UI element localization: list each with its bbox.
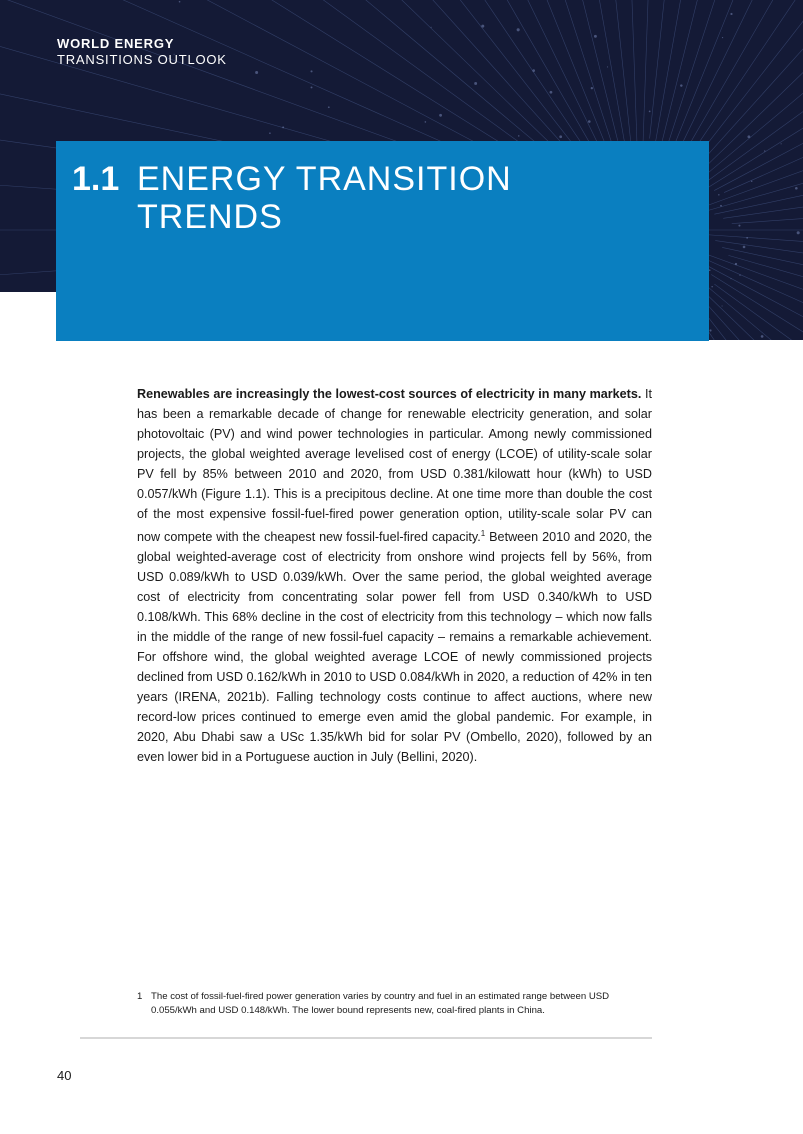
pattern-dot — [439, 114, 442, 117]
pattern-dot — [746, 237, 748, 239]
pattern-dot — [179, 1, 181, 3]
pattern-dot — [311, 86, 313, 88]
pattern-ray — [696, 0, 803, 168]
section-title — [137, 160, 512, 236]
pattern-ray — [714, 84, 803, 214]
pattern-dot — [743, 246, 746, 249]
section-title-line-2: TRENDS — [137, 198, 283, 236]
pattern-ray — [663, 0, 803, 158]
paragraph-part-b: Between 2010 and 2020, the global weighted-average cost of electricity from onshore wind projects fell by 56%, from USD 0.089/kWh to USD 0.039/kWh. Over the same period, the global weighted average cost of electricity from concentrating solar power fell from USD 0.340/kWh to USD 0.108/kWh. This 68% decline in the cost of electricity from this technology – which now falls in the middle of the range of new fossil-fuel capacity – remains a remarkable achievement. For offshore wind, the global weighted average LCOE of newly commissioned projects declined from USD 0.162/kWh in 2010 to USD 0.084/kWh in 2020, a reduction of 42% in ten years (IRENA, 2021b). Falling technology costs continue to affect auctions, where new record-low prices continued to emerge even amid the global pandemic. For example, in 2020, Abu Dhabi saw a USc 1.35/kWh bid for solar PV (Ombello, 2020), followed by an even lower bid in a Portuguese auction in July (Bellini, 2020). — [137, 530, 652, 765]
pattern-dot — [730, 278, 731, 279]
pattern-dot — [709, 329, 711, 331]
pattern-dot — [781, 143, 782, 144]
pattern-ray — [714, 284, 803, 340]
pattern-dot — [310, 70, 312, 72]
pattern-dot — [797, 231, 800, 234]
pattern-dot — [282, 126, 284, 128]
pattern-dot — [518, 135, 520, 137]
pattern-dot — [591, 87, 593, 89]
pattern-dot — [761, 335, 764, 338]
pattern-dot — [751, 181, 752, 182]
pattern-dot — [255, 71, 258, 74]
pattern-ray — [656, 0, 803, 164]
pattern-dot — [649, 111, 651, 113]
pattern-dot — [550, 91, 553, 94]
pattern-dot — [730, 13, 732, 15]
pattern-dot — [722, 306, 723, 307]
publication-brand — [57, 36, 227, 68]
pattern-dot — [588, 120, 591, 123]
lead-sentence: Renewables are increasingly the lowest-cost sources of electricity in many markets. — [137, 387, 642, 401]
pattern-dot — [431, 27, 432, 28]
footnote-marker[interactable]: 1 — [480, 529, 486, 538]
pattern-dot — [594, 35, 597, 38]
pattern-ray — [705, 37, 803, 211]
pattern-dot — [532, 69, 535, 72]
brand-line-2: TRANSITIONS OUTLOOK — [57, 52, 227, 67]
footer-divider — [80, 1037, 652, 1039]
body-paragraph — [137, 384, 652, 767]
pattern-ray — [707, 266, 803, 340]
pattern-dot — [795, 187, 798, 190]
pattern-dot — [680, 84, 682, 86]
pattern-dot — [425, 121, 427, 123]
pattern-dot — [474, 82, 477, 85]
pattern-dot — [711, 286, 712, 287]
pattern-ray — [724, 0, 803, 193]
pattern-dot — [738, 225, 740, 227]
pattern-dot — [720, 205, 722, 207]
pattern-dot — [722, 37, 723, 38]
pattern-ray — [702, 258, 803, 340]
pattern-ray — [567, 0, 633, 162]
brand-line-1: WORLD ENERGY — [57, 36, 175, 51]
pattern-dot — [481, 25, 484, 28]
footnote-number: 1 — [137, 991, 143, 1002]
pattern-dot — [735, 263, 737, 265]
pattern-dot — [739, 274, 740, 275]
pattern-ray — [714, 0, 803, 191]
footnote-text: The cost of fossil-fuel-fired power generation varies by country and fuel in an estimated range between USD 0.055/kWh and USD 0.148/kWh. The lower bound represents new, coal-fired plants in China. — [151, 991, 610, 1016]
section-number: 1.1 — [72, 160, 120, 198]
pattern-ray — [722, 247, 803, 340]
pattern-ray — [704, 0, 803, 190]
pattern-ray — [732, 181, 803, 223]
pattern-dot — [607, 66, 608, 67]
pattern-ray — [715, 241, 803, 328]
pattern-dot — [269, 132, 271, 134]
pattern-dot — [328, 106, 330, 108]
section-title-line-1: ENERGY TRANSITION — [137, 160, 512, 198]
pattern-ray — [671, 0, 803, 152]
pattern-ray — [616, 0, 638, 154]
pattern-ray — [650, 0, 714, 139]
pattern-dot — [764, 150, 765, 151]
pattern-ray — [643, 0, 664, 146]
paragraph-part-a: It has been a remarkable decade of change for renewable electricity generation, and solar photovoltaic (PV) and wind power technologies in particular. Among newly commissioned projects, the global weighted average levelised cost of energy (LCOE) of utility-scale solar PV fell by 85% between 2010 and 2020, from USD 0.381/kilowatt hour (kWh) to USD 0.057/kWh (Figure 1.1). This is a precipitous decline. At one time more than double the cost of the most expensive fossil-fuel-fired power generation option, utility-scale solar PV can now compete with the cheapest new fossil-fuel-fired capacity. — [137, 387, 652, 545]
pattern-dot — [559, 135, 562, 138]
pattern-dot — [747, 135, 750, 138]
pattern-dot — [709, 269, 711, 271]
page-number: 40 — [57, 1068, 72, 1083]
footnote — [137, 990, 653, 1018]
pattern-dot — [517, 28, 520, 31]
pattern-dot — [718, 194, 719, 195]
